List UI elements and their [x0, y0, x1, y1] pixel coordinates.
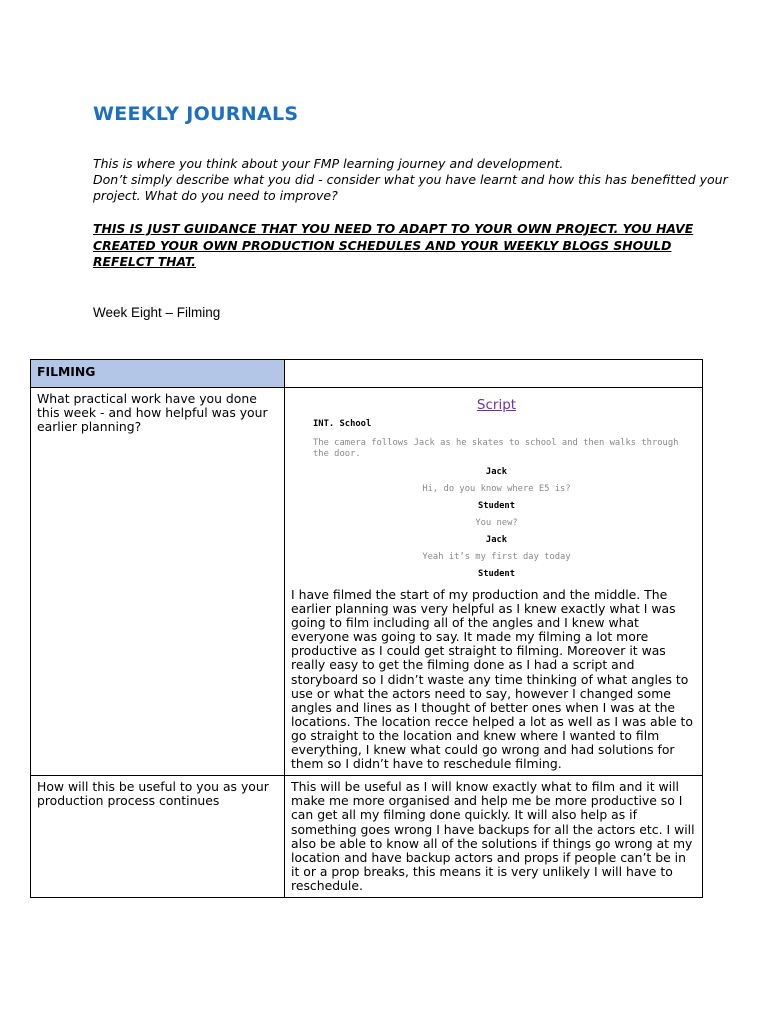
intro-text [93, 156, 733, 204]
question-practical-work: What practical work have you done this week - and how helpful was your earlier planning? [31, 388, 285, 776]
script-dialogue: You new? [475, 518, 518, 528]
script-character: Student [477, 501, 516, 511]
script-character: Student [477, 569, 516, 579]
filming-header-cell: FILMING [31, 360, 285, 388]
page-title: WEEKLY JOURNALS [93, 103, 299, 125]
table-row [31, 388, 703, 776]
script-character: Jack [485, 535, 508, 545]
answer-practical-work: I have filmed the start of my production and the middle. The earlier planning was very helpful as I knew exactly what I was going to film including all of the angles and I knew what everyone was going to say. It made my filming a lot more productive as I could get straight to filming. Moreover it was really easy to get the filming done as I had a script and storyboard so I didn’t waste any time thinking of what angles to use or what the actors need to say, however I changed some angles and lines as I thought of better ones when I was at the locations. The location recce helped a lot as well as I was able to go straight to the location and knew where I wanted to film everything, I knew what could go wrong and had solutions for them so I didn’t have to reschedule filming. [291, 587, 693, 772]
script-action: The camera follows Jack as he skates to school and then walks through the door. [313, 438, 679, 459]
script-scene-heading: INT. School [313, 419, 372, 429]
answer-usefulness: This will be useful as I will know exactly what to film and it will make me more organised and help me be more productive so I can get all my filming done quickly. It will also help as if something goes wrong I have backups for all the actors etc. I will also be able to know all of the solutions if things go wrong at my location and have backup actors and props if people can’t be in it or a prop breaks, this means it is very unlikely I will have to reschedule. [285, 776, 703, 898]
question-usefulness: How will this be useful to you as your production process continues [31, 776, 285, 898]
script-dialogue: Hi, do you know where E5 is? [422, 484, 571, 494]
script-excerpt [291, 392, 696, 580]
header-empty-cell [285, 360, 703, 388]
week-title: Week Eight – Filming [93, 305, 221, 320]
guidance-note: THIS IS JUST GUIDANCE THAT YOU NEED TO ADAPT TO YOUR OWN PROJECT. YOU HAVE CREATED YOUR OWN PRODUCTION SCHEDULES AND YOUR WEEKLY BLOGS SHOULD REFELCT THAT. [93, 221, 694, 269]
script-dialogue: Yeah it’s my first day today [422, 552, 571, 562]
journal-table [30, 359, 703, 898]
table-row [31, 776, 703, 898]
intro-line-1: This is where you think about your FMP learning journey and development. [93, 156, 564, 171]
intro-line-2: Don’t simply describe what you did - consider what you have learnt and how this has benefitted your project. What do you need to improve? [93, 172, 728, 203]
answer-cell-practical-work [285, 388, 703, 776]
script-character: Jack [485, 467, 508, 477]
table-header-row [31, 360, 703, 388]
script-title: Script [476, 397, 517, 413]
